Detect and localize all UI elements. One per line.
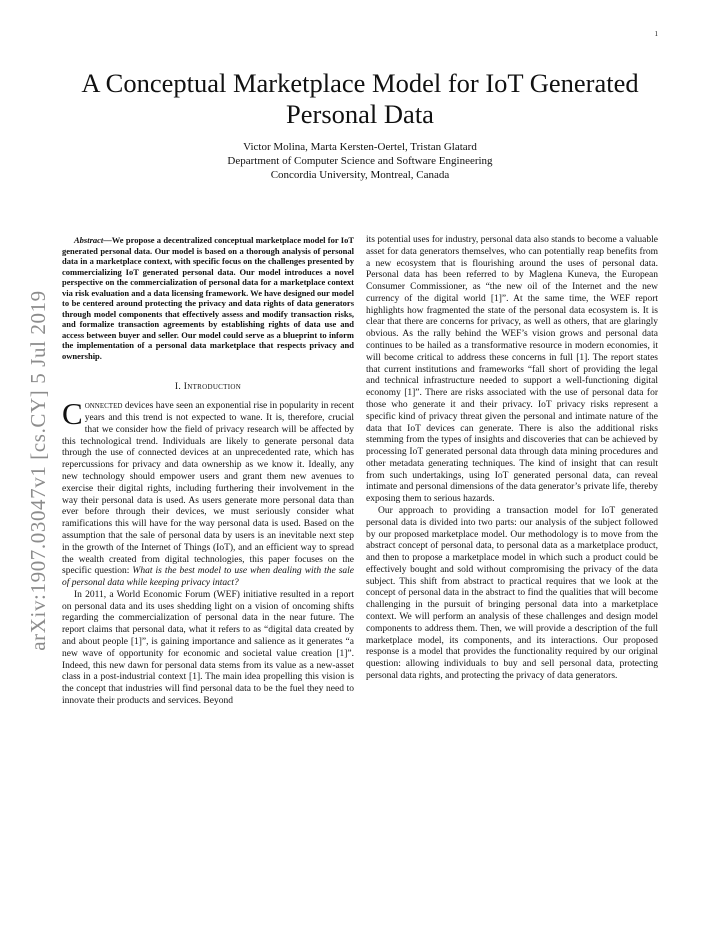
author-block — [100, 140, 620, 182]
author-department: Department of Computer Science and Software Engineering — [227, 155, 493, 167]
author-names: Victor Molina, Marta Kersten-Oertel, Tristan Glatard — [243, 141, 477, 153]
first-word: onnected — [84, 401, 123, 412]
abstract-label: Abstract — [74, 235, 104, 245]
right-column — [366, 235, 658, 683]
right-paragraph-2: Our approach to providing a transaction model for IoT generated personal data is divided into two parts: our analysis of the subject followed by our proposed marketplace model. Our methodology is to move from the abstract concept of personal data, to personal data as a marketplace product, and then to propose a marketplace model in which such a product could be effectively bought and sold without compromising the privacy of the data subject. This shift from abstract to practical requires that we look at the concept of personal data in the abstract to find the qualities that will become challenging in the pursuit of bringing personal data into a marketplace context. We will perform an analysis of these challenges and design model components to address them. Then, we will provide a description of the full marketplace model, its components, and its interactions. Our proposed response is a model that provides the functionality required by our original question: allowing individuals to buy and sell personal data, protecting personal data rights, and protecting the privacy of data generators. — [366, 505, 658, 681]
right-paragraph-1: its potential uses for industry, personal data also stands to become a valuable asset for data generators themselves, who can potentially reap benefits from a new ecosystem that is flourishing around the uses of personal data. Personal data has been referred to by Maglena Kuneva, the European Consumer Commissioner, as “the new oil of the Internet and the new currency of the digital world [1]”. At the same time, the WEF report highlights how fragmented the state of the personal data ecosystem is. It is clear that there are concerns for privacy, as well as others, that are glaringly obvious. As the rally behind the WEF’s vision grows and personal data continues to be hailed as a transformative resource in modern economies, it will become critical to address these concerns in full [1]. The report states that current institutions and frameworks “fall short of providing the legal and technical infrastructure needed to support a well-functioning digital economy [1]”. There are risks associated with the use of personal data for those who generate it and their privacy. IoT privacy risks represent a specific kind of privacy threat given the personal and intimate nature of the data that IoT devices can generate. There is also the additional risks stemming from the types of insights and discoveries that can be achieved by processing IoT generated personal data through data mining procedures and other metadata generating techniques. The kind of insight that can result from such undertakings, using IoT generated personal data, can reveal intimate and personal dimensions of the data generator’s private life, thereby exposing them to serious hazards. — [366, 235, 658, 505]
arxiv-identifier: arXiv:1907.03047v1 [cs.CY] 5 Jul 2019 — [25, 289, 50, 651]
page-number: 1 — [654, 30, 658, 38]
section-title: Introduction — [183, 381, 242, 392]
left-column — [62, 235, 354, 708]
intro-paragraph-2: In 2011, a World Economic Forum (WEF) initiative resulted in a report on personal data and its uses shedding light on a vision of oncoming shifts regarding the commercialization of personal data in the near future. The report claims that personal data, what it refers to as “digital data created by and about people [1]”, is gaining importance and salience as it generates “a new wave of opportunity for economic and societal value creation [1]”. Indeed, this new dawn for personal data stems from its value as a new-asset class in a post-industrial context [1]. The main idea propelling this vision is the concept that industries will find personal data to be the fuel they need to innovate their products and services. Beyond — [62, 589, 354, 706]
research-question: What is the best model to use when dealing with the sale of personal data while keeping privacy intact? — [62, 566, 355, 589]
author-university: Concordia University, Montreal, Canada — [270, 169, 450, 181]
abstract-text: —We propose a decentralized conceptual marketplace model for IoT generated personal data. Our model is based on a thorough analysis of personal data in a marketplace context, with specific focus on the challenges presented by commercializing IoT generated personal data. Our model introduces a novel perspective on the commercialization of personal data for a marketplace context via risk evaluation and a data licensing framework. We have designed our model to be centered around protecting the privacy and data rights of data generators through model components that effectively assess and modify transaction risks, and formalize transaction agreements by establishing rights of data use and access between buyer and seller. Our model could serve as a blueprint to inform the implementation of a personal data marketplace that respects privacy and ownership. — [62, 235, 354, 362]
paper-title: A Conceptual Marketplace Model for IoT Generated Personal Data — [81, 68, 639, 129]
drop-cap: C — [62, 396, 83, 432]
section-number: I. — [174, 381, 182, 392]
abstract — [62, 235, 354, 362]
section-heading — [62, 382, 354, 394]
intro-text-1: devices have seen an exponential rise in popularity in recent years and this trend is not expected to wane. It is, therefore, crucial that we consider how the field of privacy research will be affected by this technological trend. Individuals are likely to generate personal data through the use of connected devices at an unprecedented rate, which has repercussions for privacy and data ownership as we know it. Ideally, any new technology should empower users and grant them new avenues to exercise their digital rights, including furthering their involvement in the way their personal data is used. As users generate more personal data than ever before through their devices, we must seriously consider what ramifications this will have for the way personal data is used. Based on the assumption that the sale of personal data by users is an inevitable next step in the growth of the Internet of Things (IoT), and an efficient way to spread the wealth created from digital technologies, this paper focuses on the specific question: — [62, 401, 354, 577]
intro-paragraph-1 — [62, 396, 355, 590]
arxiv-stamp — [8, 265, 68, 675]
